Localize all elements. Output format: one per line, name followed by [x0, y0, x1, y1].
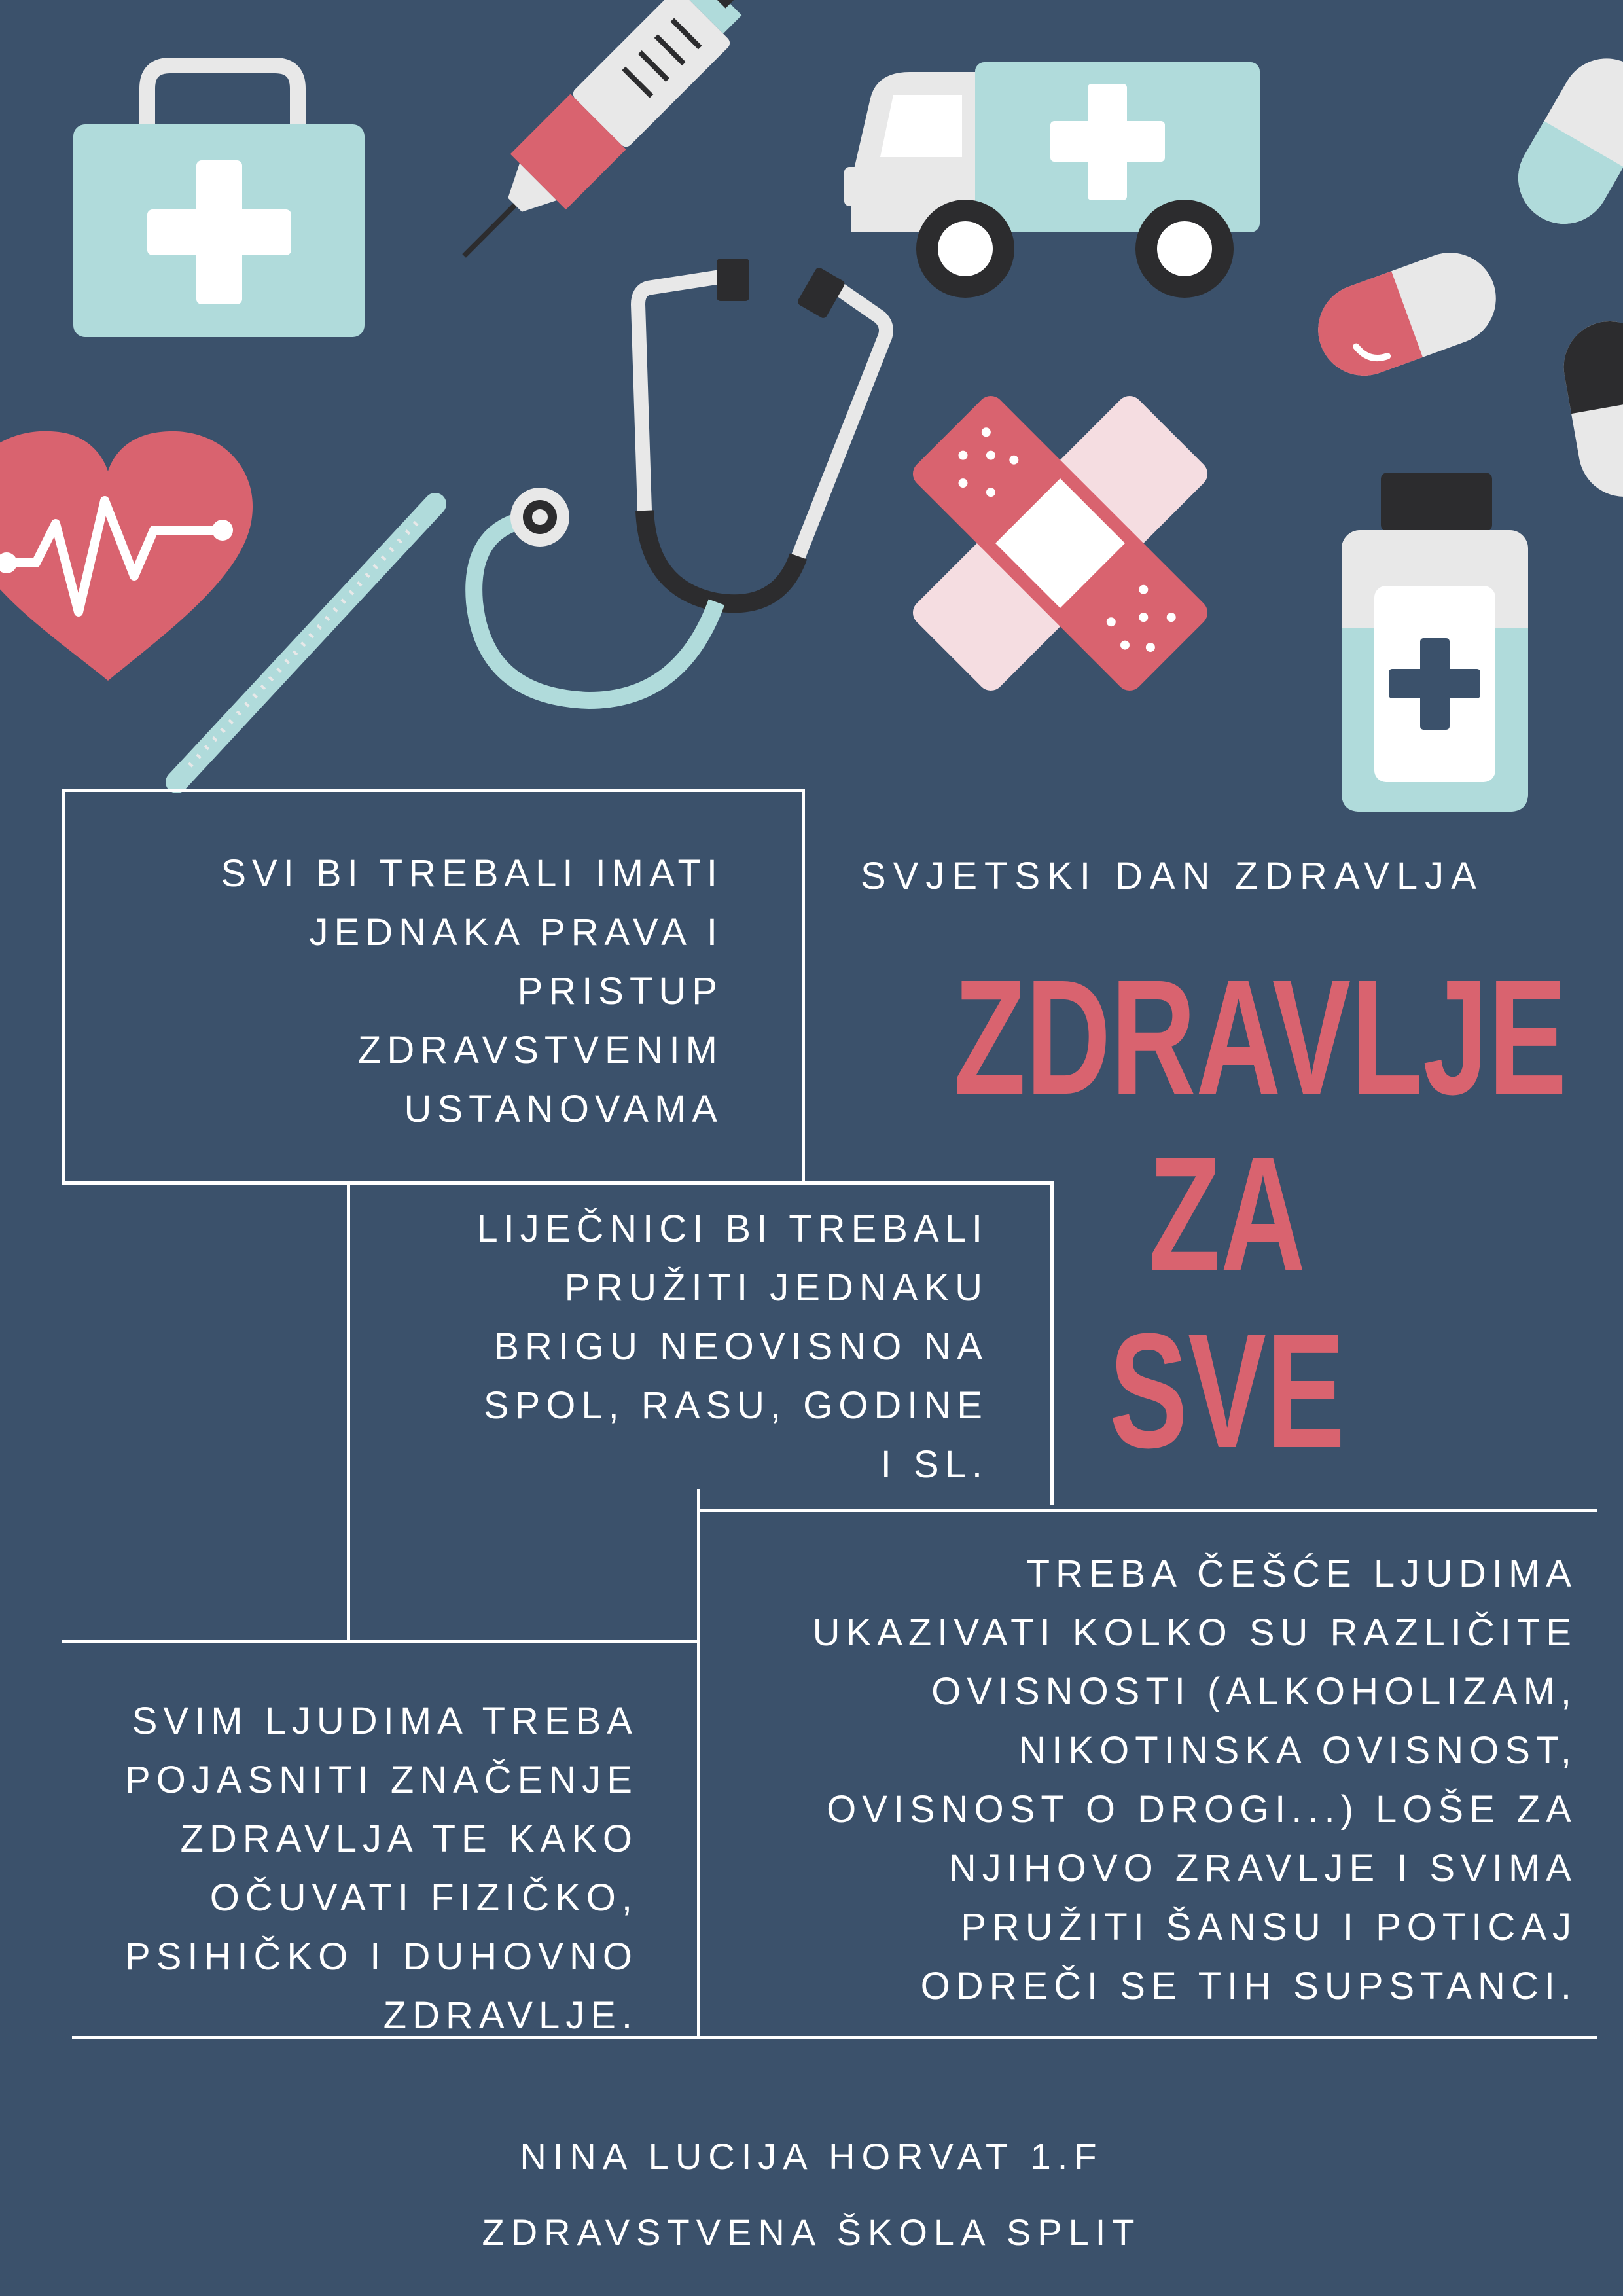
- frame-line: [62, 1640, 700, 1643]
- frame-line: [802, 789, 805, 1185]
- medical-illustrations: [0, 0, 1623, 812]
- school-name: ZDRAVSTVENA ŠKOLA SPLIT: [482, 2212, 1141, 2253]
- ambulance-icon: [844, 62, 1260, 298]
- author-name: NINA LUCIJA HORVAT 1.F: [520, 2136, 1103, 2177]
- medicine-bottle-icon: [1342, 473, 1528, 812]
- frame-line: [62, 1181, 1054, 1185]
- headline: [954, 946, 1567, 1482]
- frame-line: [62, 789, 65, 1185]
- syringe-icon: [437, 0, 798, 283]
- headline-line-2: SVE: [1109, 1299, 1346, 1482]
- first-aid-kit-icon: [73, 65, 365, 337]
- headline-line-1: ZDRAVLJE ZA: [954, 946, 1567, 1305]
- frame-line: [62, 789, 805, 792]
- pill-icon: [1306, 42, 1623, 504]
- text-block-doctors-care: LIJEČNICI BI TREBALI PRUŽITI JEDNAKU BRIGU NEOVISNO NA SPOL, RASU, GODINE I SL.: [476, 1208, 988, 1486]
- text-block-health-meaning: SVIM LJUDIMA TREBA POJASNITI ZNAČENJE ZDRAVLJA TE KAKO OČUVATI FIZIČKO, PSIHIČKO I DUHOVNO ZDRAVLJE.: [125, 1700, 638, 2037]
- heart-pulse-icon: [0, 431, 253, 681]
- event-label: SVJETSKI DAN ZDRAVLJA: [861, 855, 1484, 897]
- text-block-equal-rights: SVI BI TREBALI IMATI JEDNAKA PRAVA I PRISTUP ZDRAVSTVENIM USTANOVAMA: [221, 852, 723, 1130]
- frame-line: [697, 1489, 700, 2039]
- bandage-icon: [908, 391, 1213, 696]
- frame-line: [697, 1509, 1597, 1512]
- stethoscope-icon: [474, 259, 886, 700]
- text-block-addictions: TREBA ČEŠĆE LJUDIMA UKAZIVATI KOLKO SU RAZLIČITE OVISNOSTI (ALKOHOLIZAM, NIKOTINSKA OVISNOST, OVISNOST O DROGI...) LOŠE ZA NJIHOVO ZRAVLJE I SVIMA PRUŽITI ŠANSU I POTICAJ ODREČI SE TIH SUPSTANCI.: [812, 1552, 1577, 2007]
